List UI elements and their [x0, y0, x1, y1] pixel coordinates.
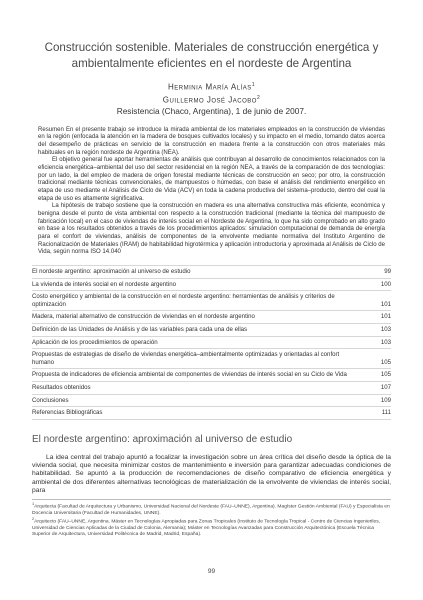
toc-row[interactable] [32, 266, 391, 279]
toc-row[interactable] [32, 349, 391, 369]
abstract-paragraph: El objetivo general fue aportar herramientas de análisis que contribuyan al desarrollo de conocimientos relacionados con la eficiencia energética–ambiental del uso del sector residencial en la región NEA, a través de la comparación de dos tecnologías: por un lado, la del empleo de madera de origen forestal mediante técnicas de construcción en seco; por otro, la construcción tradicional mediante técnicas convencionales, de mampuestos o húmedas, con base el análisis del rendimiento energético en etapa de uso mediante el Análisis de Ciclo de Vida (ACV) en toda la cadena productiva del sistema–producto, dentro del cual la etapa de uso es altamente significativa. [38, 157, 385, 202]
toc-entry-title: Resultados obtenidos [32, 383, 91, 391]
toc-entry-title: Aplicación de los procedimientos de operación [32, 338, 158, 346]
toc-entry-page: 103 [380, 325, 391, 333]
toc-row[interactable] [32, 279, 391, 292]
toc-entry-title: Definición de las Unidades de Análisis y de las variables para cada una de ellas [32, 325, 248, 333]
footnotes [32, 499, 391, 538]
toc-entry-page: 107 [380, 383, 391, 391]
section-heading: El nordeste argentino: aproximación al universo de estudio [32, 433, 293, 445]
page-number: 99 [207, 568, 216, 575]
toc-entry-page: 101 [380, 313, 391, 321]
toc-entry-title: Propuesta de indicadores de eficiencia ambiental de componentes de viviendas de interés social en su Ciclo de Vida [32, 371, 347, 379]
footnote-1: $^1$Arquitecta (Facultad de Arquitectura y Urbanismo, Universidad Nacional del Nordeste (FAU–UNNE), Argentina). Magíster Gestión Ambiental (FAU) y Especialista en Docencia Universitaria (Facultad de Humanidades, UNNE). [32, 502, 390, 516]
toc-entry-page: 100 [380, 280, 391, 288]
place-date: Resistencia (Chaco, Argentina), 1 de junio de 2007. [116, 106, 307, 117]
toc-entry-title: El nordeste argentino: aproximación al universo de estudio [32, 267, 191, 275]
toc-entry-page: 105 [380, 371, 391, 379]
toc-entry-page: 111 [381, 409, 391, 417]
toc-entry-title: Madera, material alternativo de construcción de viviendas en el nordeste argentino [32, 313, 255, 321]
abstract-paragraph: Resumen En el presente trabajo se introduce la mirada ambiental de los materiales empleados en la construcción de viviendas en la región (enfocada la atención en la madera de bosques cultivados locales) y su impacto en el medio, tomando datos acerca del desempeño de prácticas en servicio de la construcción en madera frente a la construcción con otros materiales más habituales en la región nordeste de Argentina (NEA). [38, 126, 385, 156]
toc-entry-title: Conclusiones [32, 396, 69, 404]
table-of-contents [32, 265, 391, 420]
toc-row[interactable] [32, 369, 391, 382]
toc-entry-page: 103 [380, 338, 391, 346]
toc-entry-title: Referencias Bibliográficas [32, 409, 103, 417]
body-text [32, 454, 391, 495]
toc-entry-page: 109 [380, 396, 391, 404]
toc-row[interactable] [32, 324, 391, 337]
toc-entry-title: Propuestas de estrategias de diseño de viviendas energética–ambientalmente optimizadas y orientadas al confort humano [32, 351, 340, 366]
toc-row[interactable] [32, 311, 391, 324]
abstract-paragraph: La hipótesis de trabajo sostiene que la construcción en madera es una alternativa constructiva más eficiente, económica y benigna desde el punto de vista ambiental con respecto a la construcción tradicional (mediante la técnica del mampuesto de fabricación local) en el caso de viviendas de interés social en el Nordeste de Argentina, lo que ha sido comprobado en alto grado en base a los resultados obtenidos a través de los procedimientos aplicados: simulación computacional de demanda de energía para el confort de viviendas, análisis de componentes de la envolvente mediante normativa del Instituto Argentino de Racionalización de Materiales (IRAM) de habitabilidad higrotérmica y aplicación introductoria y aproximada al Análisis de Ciclo de Vida, según norma ISO 14.040 [38, 203, 385, 256]
toc-row[interactable] [32, 337, 391, 350]
toc-row[interactable] [32, 382, 391, 395]
toc-entry-page: 99 [384, 267, 391, 275]
paper-title: Construcción sostenible. Materiales de construcción energética y ambientalmente eficientes en el nordeste de Argentina [44, 41, 379, 70]
toc-entry-title: Costo energético y ambiental de la construcción en el nordeste argentino: herramientas de análisis y criterios de optimización [32, 293, 335, 308]
toc-entry-page: 105 [380, 358, 391, 366]
author-1: Herminia María Alías$^1$ [167, 82, 256, 92]
toc-row[interactable] [32, 395, 391, 408]
toc-row[interactable] [32, 407, 391, 420]
body-paragraph: La idea central del trabajo apuntó a focalizar la investigación sobre un área crítica del diseño desde la óptica de la vivienda social, que necesita minimizar costos de mantenimiento e inversión para garantizar adecuadas condiciones de habitabilidad. Se apuntó a la producción de recomendaciones de diseño comparativo de eficiencia energética y ambiental de dos diferentes alternativas tecnológicas de materialización de la envolvente de viviendas de interés social, para [32, 453, 391, 494]
author-block [32, 80, 391, 117]
toc-entry-title: La vivienda de interés social en el nordeste argentino [32, 280, 176, 288]
author-2: Guillermo José Jacobo$^2$ [162, 95, 261, 105]
toc-row[interactable] [32, 291, 391, 311]
toc-entry-page: 101 [380, 300, 391, 308]
abstract [38, 127, 385, 257]
footnote-2: $^2$Arquitecto (FAU–UNNE, Argentina. Máster en Tecnologías Apropiadas para Zonas Tropicales (Instituto de Tecnología Tropical - Centro de Ciencias Ingenieriles, Universidad de Ciencias Aplicadas de la Ciudad de Colonia, Alemania); Máster en Tecnologías Avanzadas para Construcción Arquitectónica (Escuela Técnica Superior de Arquitectura, Universidad Politécnica de Madrid, Madrid, España). [32, 517, 381, 537]
